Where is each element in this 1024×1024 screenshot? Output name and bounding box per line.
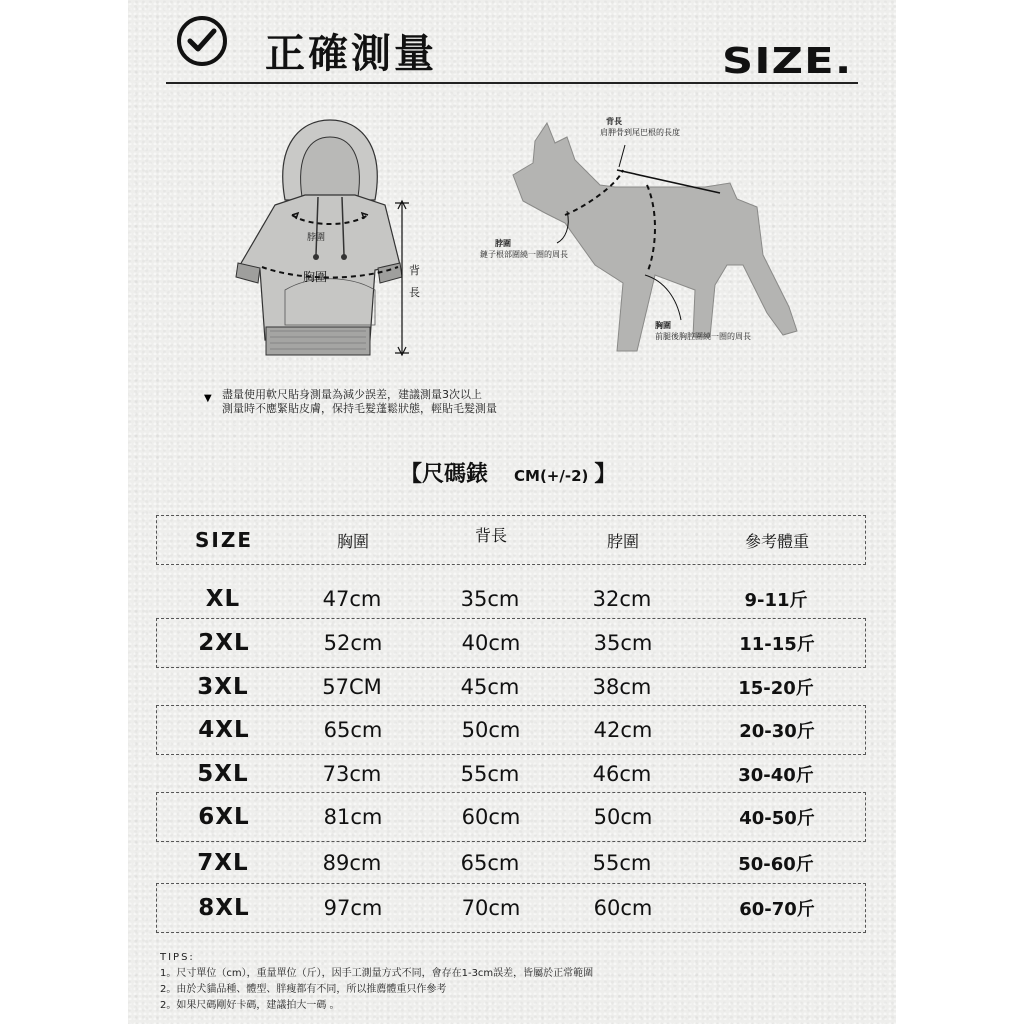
hoodie-chest-label: 胸圍 [303, 270, 328, 284]
tips-line-1: 1。尺寸單位（cm），重量單位（斤），因手工測量方式不同，會存在1-3cm誤差，皆屬於正常範圍 [160, 968, 594, 979]
table-row [156, 883, 866, 933]
row-neck: 60cm [593, 896, 653, 920]
dog-chest-desc: 前腿後胸腔圍繞一圈的周長 [655, 332, 751, 341]
row-size: 2XL [198, 630, 250, 656]
table-unit: CM(+/-2) [514, 467, 589, 485]
page-title: 正確測量 [265, 31, 437, 77]
row-neck: 32cm [592, 587, 652, 611]
row-back: 65cm [460, 851, 520, 875]
row-chest: 52cm [323, 631, 383, 655]
tips-line-3: 2。如果尺碼剛好卡碼，建議拍大一碼 。 [160, 1000, 340, 1011]
row-size: 4XL [198, 717, 250, 743]
row-neck: 35cm [593, 631, 653, 655]
header-chest: 胸圍 [336, 531, 369, 551]
row-weight: 20-30斤 [739, 721, 815, 742]
header-neck: 脖圍 [606, 531, 639, 551]
dog-back-title: 背長 [606, 117, 622, 126]
row-neck: 46cm [592, 762, 652, 786]
row-neck: 38cm [592, 675, 652, 699]
hoodie-illustration [230, 115, 430, 365]
table-title-text: 【尺碼錶 [400, 462, 489, 487]
row-chest: 97cm [323, 896, 383, 920]
row-chest: 89cm [322, 851, 382, 875]
table-row [156, 574, 866, 624]
header-divider [166, 82, 858, 84]
row-neck: 50cm [593, 805, 653, 829]
header-size: SIZE [194, 528, 253, 552]
note-line-2: 測量時不應緊貼皮膚，保持毛髮蓬鬆狀態，輕貼毛髮測量 [222, 402, 497, 415]
row-chest: 81cm [323, 805, 383, 829]
dog-chest-title: 胸圍 [655, 321, 671, 330]
dog-illustration [505, 115, 805, 355]
row-back: 40cm [461, 631, 521, 655]
row-size: XL [205, 586, 241, 612]
table-row [156, 792, 866, 842]
row-weight: 40-50斤 [739, 808, 815, 829]
table-row [156, 838, 866, 888]
size-logo: SIZE. [722, 41, 853, 82]
row-size: 7XL [197, 850, 249, 876]
row-back: 35cm [460, 587, 520, 611]
table-header-row [156, 515, 866, 565]
row-back: 70cm [461, 896, 521, 920]
dog-neck-desc: 鏈子根部圍繞一圈的周長 [480, 250, 568, 259]
row-weight: 15-20斤 [738, 678, 814, 699]
dog-back-desc: 肩胛骨到尾巴根的長度 [600, 128, 680, 137]
row-back: 45cm [460, 675, 520, 699]
row-chest: 47cm [322, 587, 382, 611]
row-weight: 60-70斤 [739, 899, 815, 920]
row-back: 55cm [460, 762, 520, 786]
tips-section [160, 950, 593, 1014]
table-row [156, 705, 866, 755]
row-size: 5XL [197, 761, 249, 787]
table-title [400, 458, 616, 493]
row-weight: 9-11斤 [744, 590, 808, 611]
row-chest: 57CM [322, 675, 382, 699]
triangle-bullet-icon: ▼ [204, 393, 212, 404]
dog-neck-title: 脖圍 [495, 239, 511, 248]
hoodie-back-label-1: 背 [409, 264, 420, 277]
row-chest: 65cm [323, 718, 383, 742]
row-chest: 73cm [322, 762, 382, 786]
row-size: 6XL [198, 804, 250, 830]
tips-heading: TIPS: [160, 952, 195, 963]
table-title-close: 】 [594, 462, 617, 487]
checkmark-icon [177, 16, 227, 66]
hoodie-neck-label: 脖圍 [307, 233, 326, 243]
measurement-note [222, 388, 497, 416]
row-back: 60cm [461, 805, 521, 829]
table-row [156, 618, 866, 668]
row-size: 3XL [197, 674, 249, 700]
header-back: 背長 [474, 525, 507, 545]
row-back: 50cm [461, 718, 521, 742]
tips-line-2: 2。由於犬貓品種、體型、胖瘦都有不同，所以推薦體重只作參考 [160, 984, 447, 995]
header-weight: 參考體重 [744, 531, 809, 551]
row-weight: 11-15斤 [739, 634, 815, 655]
row-size: 8XL [198, 895, 250, 921]
row-weight: 50-60斤 [738, 854, 814, 875]
hoodie-back-label-2: 長 [409, 286, 420, 299]
row-neck: 55cm [592, 851, 652, 875]
row-neck: 42cm [593, 718, 653, 742]
row-weight: 30-40斤 [738, 765, 814, 786]
note-line-1: 盡量使用軟尺貼身測量為減少誤差，建議測量3次以上 [222, 388, 482, 401]
